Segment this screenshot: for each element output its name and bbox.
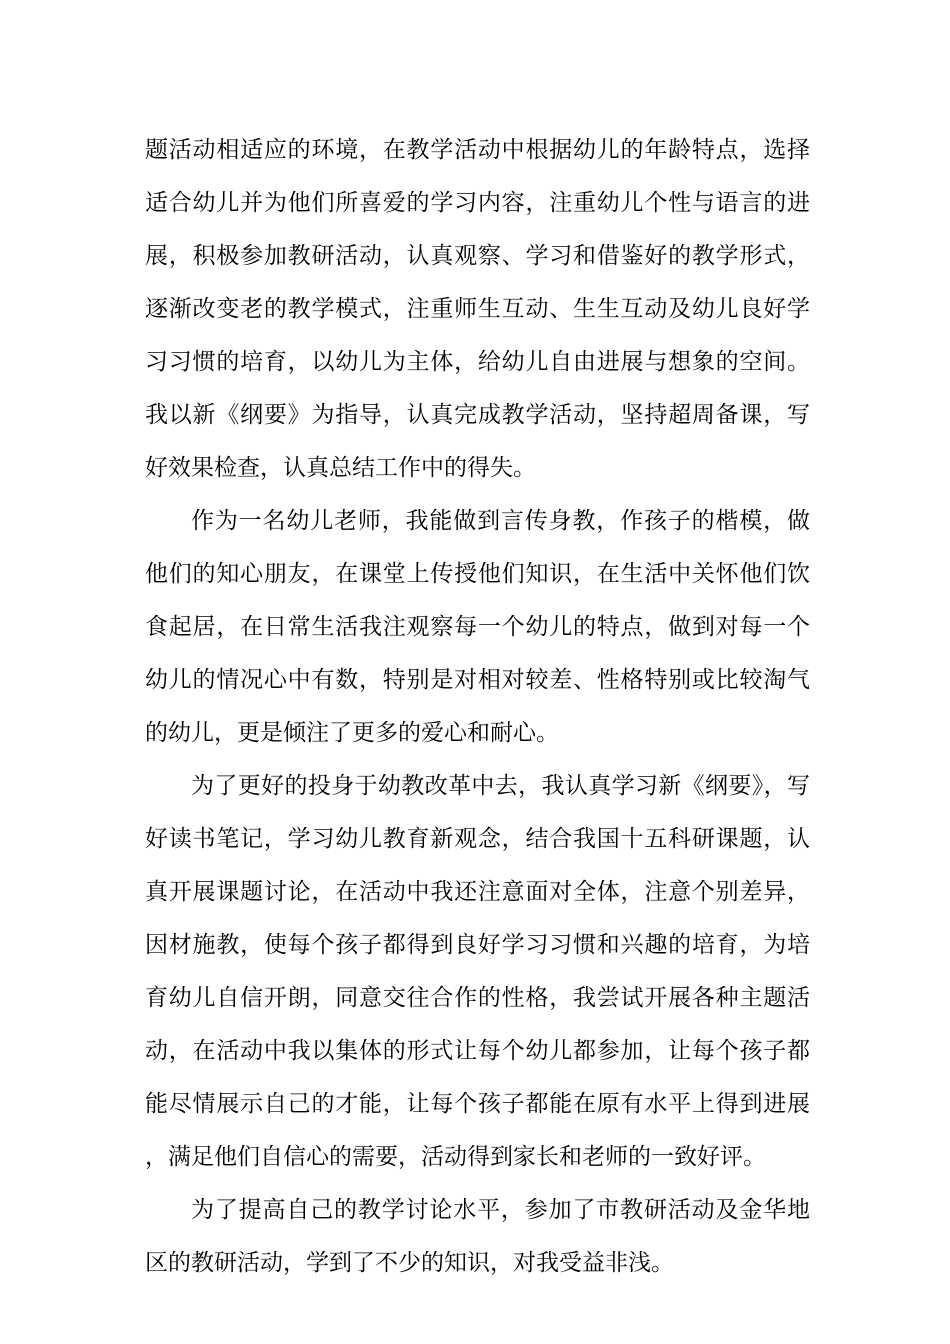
document-page: [145, 124, 810, 1290]
paragraph: 作为一名幼儿老师，我能做到言传身教，作孩子的楷模，做他们的知心朋友，在课堂上传授他们知识，在生活中关怀他们饮食起居，在日常生活我注观察每一个幼儿的特点，做到对每一个幼儿的情况心中有数，特别是对相对较差、性格特别或比较淘气的幼儿，更是倾注了更多的爱心和耐心。: [145, 508, 810, 746]
paragraph: 为了更好的投身于幼教改革中去，我认真学习新《纲要》，写好读书笔记，学习幼儿教育新观念，结合我国十五科研课题，认真开展课题讨论，在活动中我还注意面对全体，注意个别差异，因材施教，使每个孩子都得到良好学习习惯和兴趣的培育，为培育幼儿自信开朗，同意交往合作的性格，我尝试开展各种主题活动，在活动中我以集体的形式让每个幼儿都参加，让每个孩子都能尽情展示自己的才能，让每个孩子都能在原有水平上得到进展，满足他们自信心的需要，活动得到家长和老师的一致好评。: [145, 773, 810, 1170]
paragraph: 为了提高自己的教学讨论水平，参加了市教研活动及金华地区的教研活动，学到了不少的知识，对我受益非浅。: [145, 1197, 810, 1276]
paragraph-continued: 题活动相适应的环境，在教学活动中根据幼儿的年龄特点，选择适合幼儿并为他们所喜爱的学习内容，注重幼儿个性与语言的进展，积极参加教研活动，认真观察、学习和借鉴好的教学形式，逐渐改变老的教学模式，注重师生互动、生生互动及幼儿良好学习习惯的培育，以幼儿为主体，给幼儿自由进展与想象的空间。我以新《纲要》为指导，认真完成教学活动，坚持超周备课，写好效果检查，认真总结工作中的得失。: [145, 137, 810, 481]
